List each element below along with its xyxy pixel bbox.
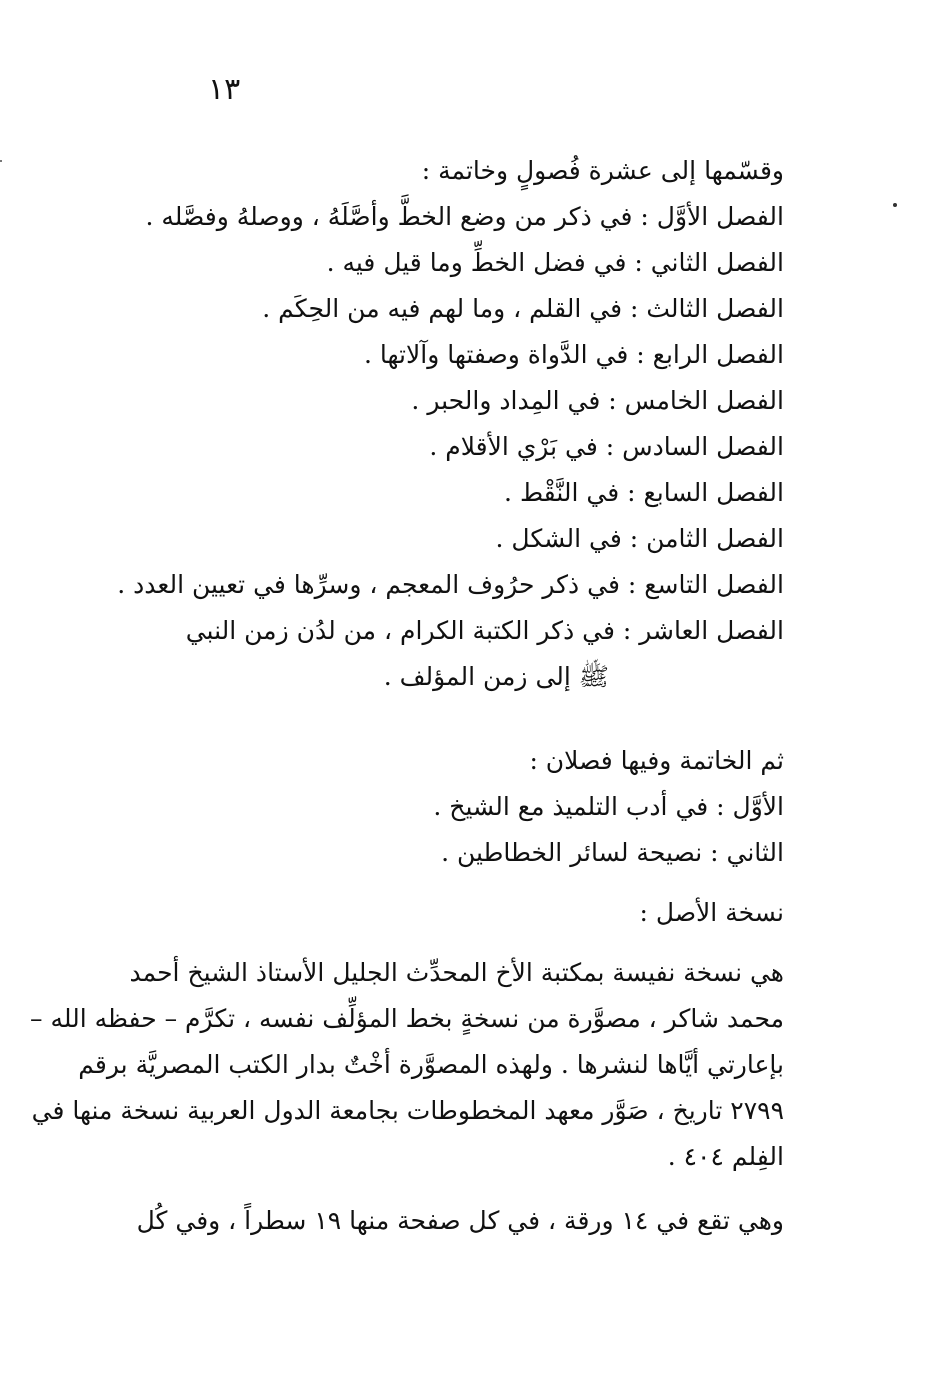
chapter-line: الفصل السابع : في النَّقْط . [504, 478, 784, 507]
paragraph-line: الفِلم ٤٠٤ . [667, 1142, 784, 1171]
source-heading: نسخة الأصل : [639, 898, 784, 927]
chapter-line: الفصل الخامس : في المِداد والحبر . [411, 386, 784, 415]
paragraph-line: محمد شاكر ، مصوَّرة من نسخةٍ بخط المؤلِّف نفسه ، تكرَّم – حفظه الله – [30, 1004, 784, 1033]
conclusion-item: الثاني : نصيحة لسائر الخطاطين . [441, 838, 784, 867]
intro-line: وقسّمها إلى عشرة فُصولٍ وخاتمة : [421, 156, 784, 185]
conclusion-item: الأوَّل : في أدب التلميذ مع الشيخ . [433, 792, 784, 821]
paragraph-line: ٢٧٩٩ تاريخ ، صَوَّر معهد المخطوطات بجامعة الدول العربية نسخة منها في [31, 1096, 784, 1125]
source-heading-block [182, 890, 784, 936]
chapter-line: الفصل الأوَّل : في ذكر من وضع الخطَّ وأصَّلَهُ ، ووصلهُ وفصَّله . [145, 202, 784, 231]
source-paragraph [30, 950, 784, 1180]
paragraph-line: بإعارتي أيَّاها لنشرها . ولهذه المصوَّرة أخْتٌ بدار الكتب المصريَّة برقم [78, 1050, 784, 1079]
chapter-line: الفصل الرابع : في الدَّواة وصفتها وآلاتها . [364, 340, 784, 369]
chapter-line: الفصل التاسع : في ذكر حرُوف المعجم ، وسرِّها في تعيين العدد . [117, 570, 784, 599]
chapter-list-block [117, 148, 784, 700]
page-number: ١٣ [208, 72, 241, 107]
paragraph-line: هي نسخة نفيسة بمكتبة الأخ المحدِّث الجليل الأستاذ الشيخ أحمد [129, 958, 784, 987]
chapter-line: الفصل الثالث : في القلم ، وما لهم فيه من الحِكَم . [262, 294, 784, 323]
conclusion-heading: ثم الخاتمة وفيها فصلان : [529, 746, 784, 775]
paragraph-line: وهي تقع في ١٤ ورقة ، في كل صفحة منها ١٩ سطراً ، وفي كُل [136, 1206, 784, 1235]
chapter-line: الفصل الثاني : في فضل الخطِّ وما قيل فيه . [326, 248, 784, 277]
chapter-line: الفصل العاشر : في ذكر الكتبة الكرام ، من لدُن زمن النبي [185, 616, 784, 645]
chapter-line: الفصل الثامن : في الشكل . [495, 524, 784, 553]
conclusion-block [182, 738, 784, 876]
chapter-line-continuation: ﷺ إلى زمن المؤلف . [383, 662, 609, 691]
margin-tick [0, 160, 2, 162]
chapter-line: الفصل السادس : في بَرْي الأقلام . [429, 432, 784, 461]
ink-dot [893, 203, 897, 207]
last-paragraph [136, 1198, 784, 1244]
